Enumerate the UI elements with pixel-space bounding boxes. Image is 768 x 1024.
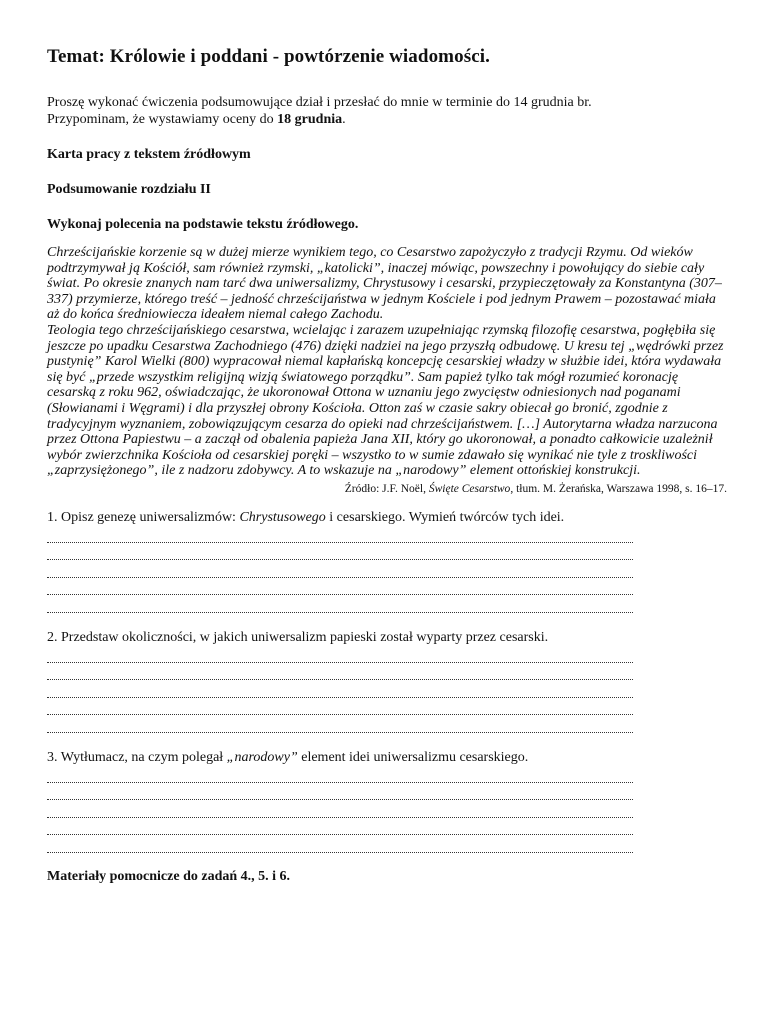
deadline-date: 18 grudnia [277,112,343,127]
question-block [47,509,728,613]
answer-line[interactable] [47,646,633,663]
answer-line[interactable] [47,801,633,818]
question-text: 1. Opisz genezę uniwersalizmów: Chrystusowego i cesarskiego. Wymień twórców tych idei. [47,509,565,525]
answer-line[interactable] [47,578,633,595]
answer-lines [47,646,633,733]
answer-line[interactable] [47,836,633,853]
answer-lines [47,526,633,613]
answer-line[interactable] [47,681,633,698]
question-block [47,629,728,733]
answer-line[interactable] [47,561,633,578]
source-text [47,245,727,479]
intro-paragraph [47,94,728,128]
intro-line-2: Przypominam, że wystawiamy oceny do 18 grudnia. [47,112,346,127]
question-text: 3. Wytłumacz, na czym polegał „narodowy” element idei uniwersalizmu cesarskiego. [47,749,529,765]
question-block [47,749,728,853]
summary-heading: Podsumowanie rozdziału II [47,182,211,197]
answer-line[interactable] [47,526,633,543]
source-paragraph-1: Chrześcijańskie korzenie są w dużej mierze wynikiem tego, co Cesarstwo zapożyczyło z tradycji Rzymu. Od wieków podtrzymywał ją Kościół, sam również rzymski, „katolicki”, inaczej mówiąc, powszechny i powołujący do siebie cały świat. Po okresie znanych nam tarć dwa uniwersalizmy, Chrystusowy i cesarski, przypieczętowały za Konstantyna (307–337) przymierze, którego treść – jedność chrześcijaństwa w jednym Kościele i pod jednym Prawem – pozostawać miała aż do końca średniowiecza ideałem niemal całego Zachodu. [47,245,722,323]
answer-line[interactable] [47,543,633,560]
question-text: 2. Przedstaw okoliczności, w jakich uniwersalizm papieski został wyparty przez cesarski. [47,629,549,645]
worksheet-heading: Karta pracy z tekstem źródłowym [47,147,251,162]
source-citation: Źródło: J.F. Noël, Święte Cesarstwo, tłum. M. Żerańska, Warszawa 1998, s. 16–17. [344,482,727,495]
page-title: Temat: Królowie i poddani - powtórzenie wiadomości. [47,46,490,67]
answer-lines [47,766,633,853]
source-paragraph-2: Teologia tego chrześcijańskiego cesarstwa, wcielając i zarazem uzupełniając rzymską filozofię cesarstwa, pogłębiła się jeszcze po upadku Cesarstwa Zachodniego (476) dzięki nadziei na jego przyszłą odbudowę. U kresu tej „wędrówki przez pustynię” Karol Wielki (800) wypracował niemal kapłańską koncepcję cesarskiej władzy w służbie idei, która wydawała się być „przede wszystkim religijną wizją światowego porządku”. Sam papież tylko tak mógł rozumieć koronację cesarską z roku 962, oświadczając, że ukoronował Ottona w uznaniu jego zwycięstw odniesionych nad poganami (Słowianami i Węgrami) i dla przyszłej obrony Kościoła. Otton zaś w czasie sakry obiecał go bronić, zgodnie z tradycyjnym wyznaniem, zobowiązującym cesarza do opieki nad chrześcijaństwem. […] Autorytarna władza narzucona przez Ottona Papiestwu – a zaczął od obalenia papieża Jana XII, który go ukoronował, a ponadto całkowicie uzależnił wybór zwierzchnika Kościoła od cesarskiej poręki – wszystko to w sumie zdawało się wynikać nie tyle z troskliwości „zaprzysiężonego”, ile z nadzoru zdobywcy. A to wskazuje na „narodowy” element ottońskiej konstrukcji. [47,322,724,479]
answer-line[interactable] [47,663,633,680]
answer-line[interactable] [47,716,633,733]
answer-line[interactable] [47,698,633,715]
answer-line[interactable] [47,818,633,835]
questions-section [47,509,728,853]
answer-line[interactable] [47,766,633,783]
intro-line-1: Proszę wykonać ćwiczenia podsumowujące dział i przesłać do mnie w terminie do 14 grudnia br. [47,95,592,110]
answer-line[interactable] [47,783,633,800]
answer-line[interactable] [47,596,633,613]
task-heading: Wykonaj polecenia na podstawie tekstu źródłowego. [47,217,359,232]
materials-heading: Materiały pomocnicze do zadań 4., 5. i 6. [47,868,291,884]
citation-title: Święte Cesarstwo [428,482,511,495]
